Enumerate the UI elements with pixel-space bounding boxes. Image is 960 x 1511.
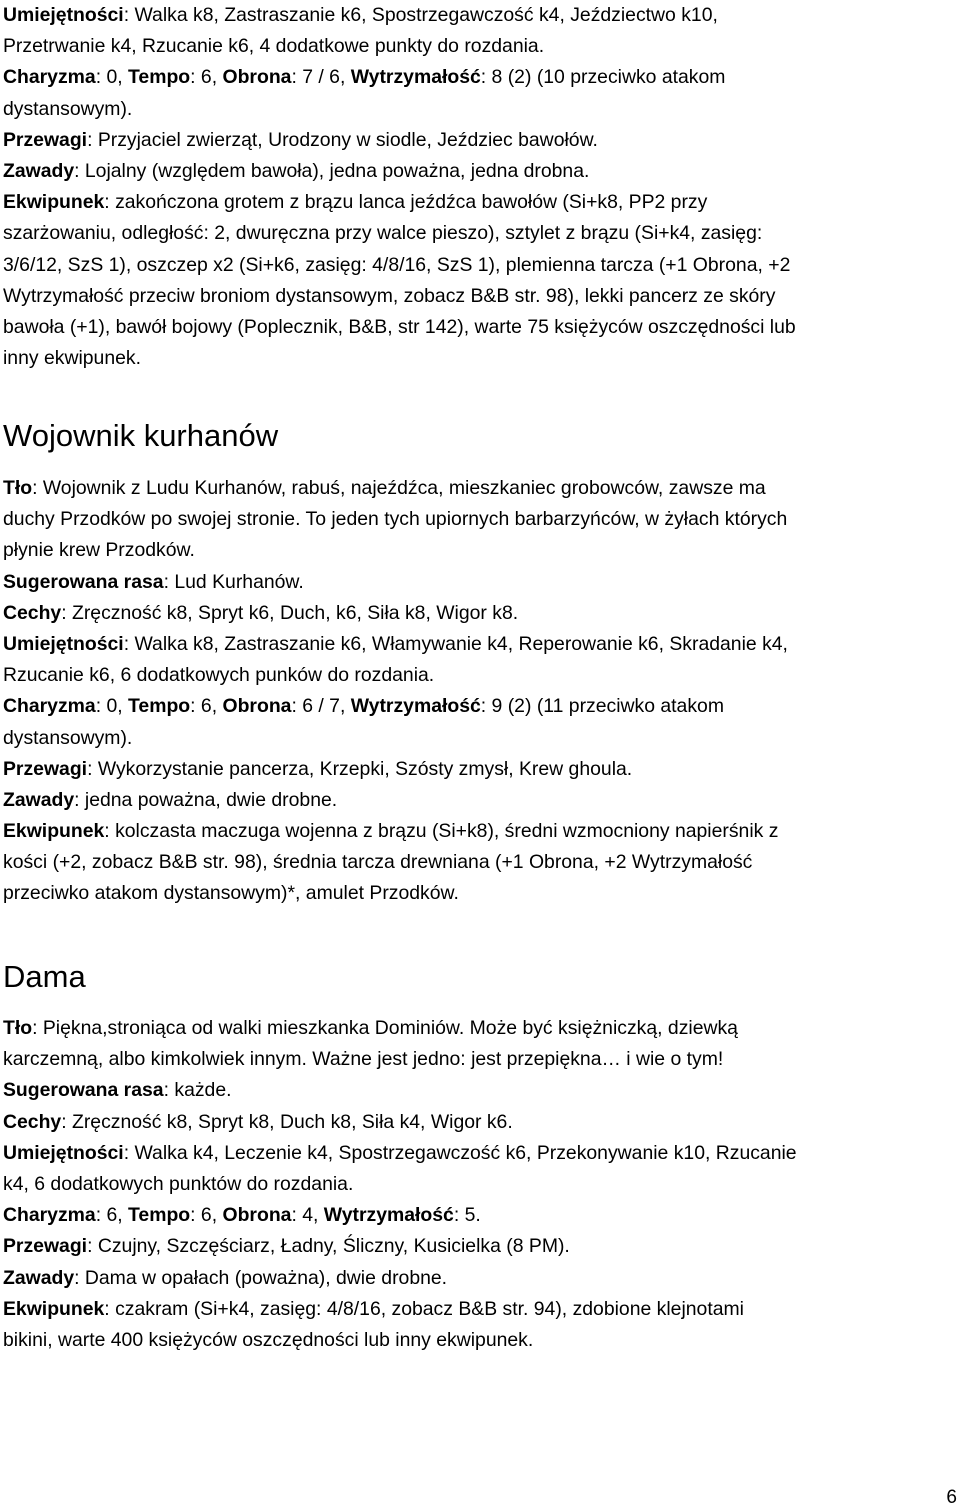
field-label: Umiejętności [3,632,124,655]
field-label: Umiejętności [3,4,124,26]
field-label: Ekwipunek [3,191,105,214]
rasa-line [3,1075,797,1106]
field-value: : czakram (Si+k4, zasięg: 4/8/16, zobacz B&B str. 94), zdobione klejnotami [104,1297,744,1320]
field-value: : 6, [190,1204,223,1227]
zawady-line [3,156,796,187]
field-value: : Przyjaciel zwierząt, Urodzony w siodle, Jeździec bawołów. [87,128,598,151]
field-label: Zawady [3,159,75,182]
ekwipunek-line [3,816,788,847]
ekwipunek-line [3,187,796,218]
field-value: : każde. [163,1079,232,1102]
tlo-line-cont: duchy Przodków po swojej stronie. To jeden tych upiornych barbarzyńców, w żyłach których [3,508,788,531]
field-label: Tempo [128,1204,191,1227]
stats-line [3,62,796,93]
field-value: : 0, [95,695,129,718]
umiejetnosci-line-cont: Rzucanie k6, 6 dodatkowych punków do rozdania. [3,664,435,687]
field-label: Przewagi [3,757,88,780]
field-value: : 7 / 6, [291,66,351,89]
ekwipunek-line-cont: inny ekwipunek. [3,347,141,370]
field-label: Zawady [3,788,75,811]
tlo-line-cont: płynie krew Przodków. [3,539,195,562]
tlo-line [3,473,788,504]
ekwipunek-line-cont: bawoła (+1), bawół bojowy (Poplecznik, B&B, str 142), warte 75 księżyców oszczędności lub [3,315,796,338]
tlo-line [3,1013,797,1044]
field-value: : Zręczność k8, Spryt k6, Duch, k6, Siła k8, Wigor k8. [61,601,519,624]
field-label: Tempo [128,695,191,718]
field-label: Sugerowana rasa [3,1079,164,1102]
ekwipunek-line [3,1294,797,1325]
field-label: Cechy [3,601,62,624]
ekwipunek-line-cont: 3/6/12, SzS 1), oszczep x2 (Si+k6, zasięg: 4/8/16, SzS 1), plemienna tarcza (+1 Obrona, +2 [3,253,791,276]
field-value: : Czujny, Szczęściarz, Ładny, Śliczny, Kusicielka (8 PM). [87,1235,570,1258]
field-label: Sugerowana rasa [3,570,164,593]
ekwipunek-line-cont: szarżowaniu, odległość: 2, dwuręczna przy walce pieszo), sztylet z brązu (Si+k4, zasięg: [3,222,763,245]
field-value: : zakończona grotem z brązu lanca jeźdźca bawołów (Si+k8, PP2 przy [104,191,708,214]
field-value: : Wojownik z Ludu Kurhanów, rabuś, najeźdźca, mieszkaniec grobowców, zawsze ma [32,477,766,499]
field-label: Charyzma [3,1204,96,1227]
field-label: Przewagi [3,1235,88,1258]
field-label: Ekwipunek [3,1297,105,1320]
field-value: : Walka k4, Leczenie k4, Spostrzegawczość k6, Przekonywanie k10, Rzucanie [123,1141,797,1164]
section-wojownik [3,473,788,910]
field-label: Tło [3,477,33,499]
field-value: : Walka k8, Zastraszanie k6, Spostrzegawczość k4, Jeździectwo k10, [123,4,718,26]
page-number: 6 [946,1487,957,1508]
field-label: Cechy [3,1110,62,1133]
cechy-line [3,598,788,629]
field-label: Obrona [222,1204,292,1227]
section-heading-wojownik: Wojownik kurhanów [3,418,279,453]
field-label: Obrona [222,695,292,718]
stats-line [3,691,788,722]
field-value: : 6, [95,1204,129,1227]
umiejetnosci-line [3,0,796,31]
umiejetnosci-line [3,1138,797,1169]
field-label: Charyzma [3,66,96,89]
field-value: : 6, [190,66,223,89]
field-value: : Dama w opałach (poważna), dwie drobne. [74,1266,448,1289]
ekwipunek-line-cont: przeciwko atakom dystansowym)*, amulet Przodków. [3,882,459,905]
field-value: : 5. [453,1204,481,1227]
tlo-line-cont: karczemną, albo kimkolwiek innym. Ważne jest jedno: jest przepiękna… i wie o tym! [3,1048,724,1071]
field-value: : Lojalny (względem bawoła), jedna poważna, jedna drobna. [74,159,590,182]
field-label: Obrona [222,66,292,89]
ekwipunek-line-cont: bikini, warte 400 księżyców oszczędności lub inny ekwipunek. [3,1328,534,1351]
field-value: : 9 (2) (11 przeciwko atakom [480,695,724,718]
field-value: : 6 / 7, [291,695,351,718]
rasa-line [3,567,788,598]
umiejetnosci-line [3,629,788,660]
ekwipunek-line-cont: kości (+2, zobacz B&B str. 98), średnia tarcza drewniana (+1 Obrona, +2 Wytrzymałość [3,851,753,874]
field-label: Wytrzymałość [350,66,481,89]
zawady-line [3,785,788,816]
field-label: Zawady [3,1266,75,1289]
section-dama [3,1013,797,1356]
zawady-line [3,1263,797,1294]
field-label: Umiejętności [3,1141,124,1164]
ekwipunek-line-cont: Wytrzymałość przeciw broniom dystansowym, zobacz B&B str. 98), lekki pancerz ze skóry [3,284,776,307]
field-value: : Walka k8, Zastraszanie k6, Włamywanie k4, Reperowanie k6, Skradanie k4, [123,632,788,655]
stats-line-cont: dystansowym). [3,726,133,749]
section-continued [3,0,796,374]
field-label: Wytrzymałość [350,695,481,718]
field-value: : kolczasta maczuga wojenna z brązu (Si+k8), średni wzmocniony napierśnik z [104,820,779,843]
umiejetnosci-line-cont: Przetrwanie k4, Rzucanie k6, 4 dodatkowe punkty do rozdania. [3,35,545,58]
field-value: : 8 (2) (10 przeciwko atakom [480,66,726,89]
przewagi-line [3,125,796,156]
field-value: : Zręczność k8, Spryt k8, Duch k8, Siła k4, Wigor k6. [61,1110,513,1133]
field-label: Tło [3,1017,33,1039]
field-value: : Wykorzystanie pancerza, Krzepki, Szósty zmysł, Krew ghoula. [87,757,633,780]
przewagi-line [3,754,788,785]
field-value: : Lud Kurhanów. [163,570,304,593]
section-heading-dama: Dama [3,959,86,994]
umiejetnosci-line-cont: k4, 6 dodatkowych punktów do rozdania. [3,1172,354,1195]
field-value: : Piękna,stroniąca od walki mieszkanka Dominiów. Może być księżniczką, dziewką [32,1017,738,1039]
field-label: Charyzma [3,695,96,718]
field-value: : 4, [291,1204,324,1227]
field-label: Tempo [128,66,191,89]
field-label: Ekwipunek [3,820,105,843]
field-label: Przewagi [3,128,88,151]
field-value: : jedna poważna, dwie drobne. [74,788,338,811]
field-label: Wytrzymałość [323,1204,454,1227]
stats-line-cont: dystansowym). [3,97,133,120]
field-value: : 0, [95,66,129,89]
field-value: : 6, [190,695,223,718]
przewagi-line [3,1231,797,1262]
cechy-line [3,1107,797,1138]
stats-line [3,1200,797,1231]
